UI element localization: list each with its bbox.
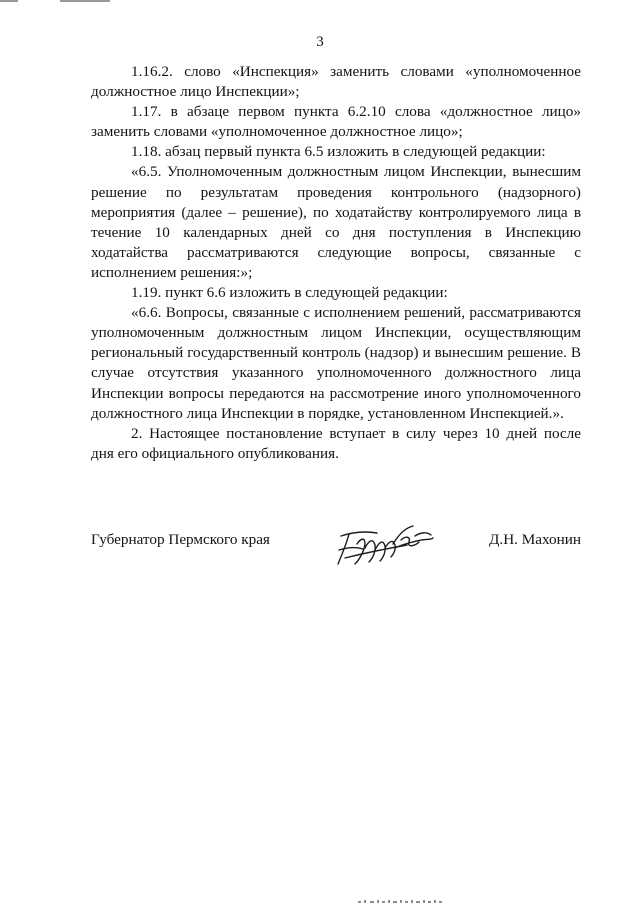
signer-name: Д.Н. Махонин — [489, 531, 581, 548]
paragraph-1-16-2: 1.16.2. слово «Инспекция» заменить словами «уполномоченное должностное лицо Инспекции»; — [91, 63, 581, 101]
scan-edge-mark-left — [0, 0, 18, 2]
scan-bottom-edge-marks — [0, 898, 640, 905]
signer-title: Губернатор Пермского края — [91, 531, 270, 548]
signature-block — [91, 528, 581, 578]
scan-edge-mark-center — [60, 0, 110, 2]
paragraph-2-effective-date: 2. Настоящее постановление вступает в силу через 10 дней после дня его официального опубликования. — [91, 424, 581, 462]
paragraph-1-19: 1.19. пункт 6.6 изложить в следующей редакции: — [131, 284, 448, 302]
page-number: 3 — [316, 34, 324, 50]
paragraph-1-18: 1.18. абзац первый пункта 6.5 изложить в следующей редакции: — [131, 143, 546, 161]
handwritten-signature — [335, 520, 439, 570]
paragraph-6-6-text: «6.6. Вопросы, связанные с исполнением решений, рассматриваются уполномоченным должностным лицом Инспекции, осуществляющим региональный государственный контроль (надзор) и вынесшим решение. В случае отсутствия указанного уполномоченного должностного лица Инспекции вопросы передаются на рассмотрение иного уполномоченного должностного лица Инспекции в порядке, установленном Инспекцией.». — [91, 304, 581, 422]
document-body — [91, 62, 581, 464]
paragraph-1-17: 1.17. в абзаце первом пункта 6.2.10 слова «должностное лицо» заменить словами «уполномоченное должностное лицо»; — [91, 103, 581, 141]
paragraph-6-5-text: «6.5. Уполномоченным должностным лицом Инспекции, вынесшим решение по результатам проведения контрольного (надзорного) мероприятия (далее – решение), по ходатайству контролируемого лица в течение 10 календарных дней со дня поступления в Инспекцию ходатайства рассматриваются следующие вопросы, связанные с исполнением решения:»; — [91, 163, 581, 281]
